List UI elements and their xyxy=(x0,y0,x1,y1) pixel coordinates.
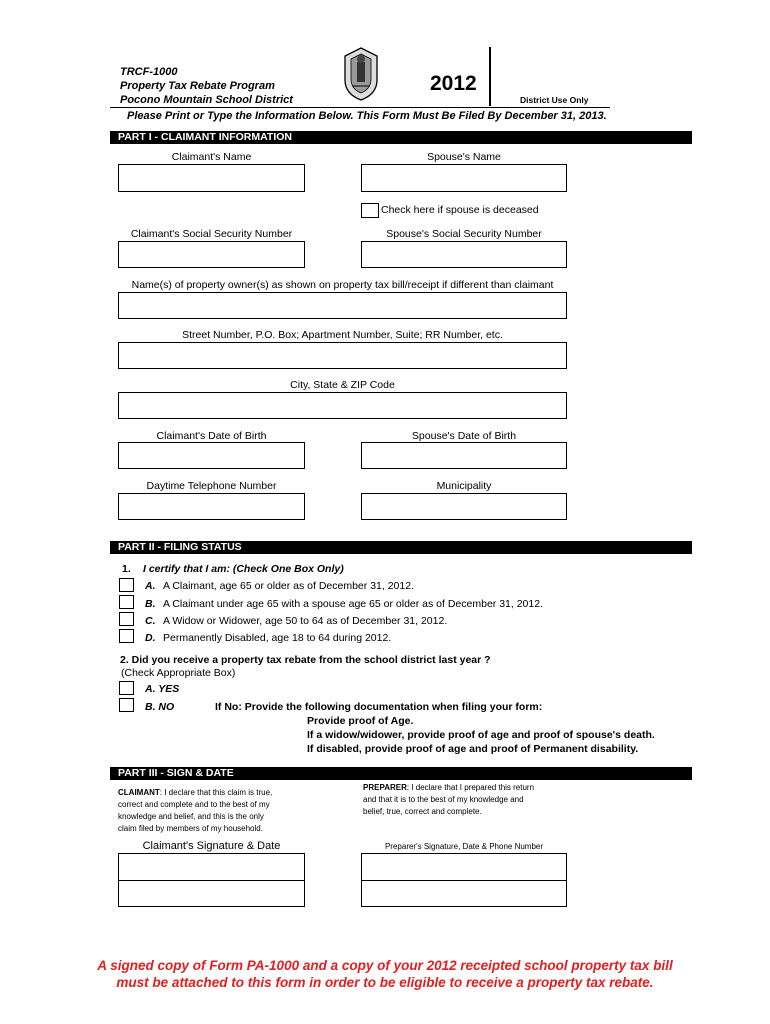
form-code: TRCF-1000 xyxy=(120,66,178,78)
status-d-checkbox[interactable] xyxy=(119,629,134,643)
status-a-checkbox[interactable] xyxy=(119,578,134,592)
status-a-letter: A. xyxy=(145,580,156,592)
city-field[interactable] xyxy=(118,392,567,419)
claimant-ssn-field[interactable] xyxy=(118,241,305,268)
claimant-name-label: Claimant's Name xyxy=(171,151,252,163)
school-crest-icon xyxy=(341,46,381,102)
no-checkbox[interactable] xyxy=(119,698,134,712)
claimant-ssn-label: Claimant's Social Security Number xyxy=(130,228,293,240)
header-rule xyxy=(110,107,610,108)
spouse-dob-field[interactable] xyxy=(361,442,567,469)
claimant-dob-label: Claimant's Date of Birth xyxy=(156,430,267,442)
yes-checkbox[interactable] xyxy=(119,681,134,695)
claimant-signature-label: Claimant's Signature & Date xyxy=(142,840,281,852)
owners-label: Name(s) of property owner(s) as shown on property tax bill/receipt if different than claimant xyxy=(131,279,554,291)
claimant-declaration: CLAIMANT: I declare that this claim is true, correct and complete and to the best of my knowledge and belief, and this is the only claim filed by members of my household. xyxy=(118,788,273,833)
street-label: Street Number, P.O. Box; Apartment Number, Suite; RR Number, etc. xyxy=(182,329,503,341)
municipality-field[interactable] xyxy=(361,493,567,520)
spouse-name-label: Spouse's Name xyxy=(427,151,501,163)
claimant-dob-field[interactable] xyxy=(118,442,305,469)
part2-title: PART II - FILING STATUS xyxy=(110,541,692,554)
no-label: B. NO xyxy=(145,701,175,713)
status-c-text: A Widow or Widower, age 50 to 64 as of December 31, 2012. xyxy=(163,615,448,627)
spouse-ssn-label: Spouse's Social Security Number xyxy=(386,228,542,240)
doc-requirement-widow: If a widow/widower, provide proof of age and proof of spouse's death. xyxy=(307,729,655,741)
owners-field[interactable] xyxy=(118,292,567,319)
claimant-signature-divider xyxy=(118,880,305,881)
municipality-label: Municipality xyxy=(436,480,492,492)
status-b-letter: B. xyxy=(145,598,156,610)
q1-number: 1. xyxy=(122,563,131,575)
preparer-declaration: PREPARER: I declare that I prepared this return and that it is to the best of my knowledge and belief, true, correct and complete. xyxy=(363,783,535,816)
spouse-deceased-checkbox[interactable] xyxy=(361,203,379,218)
yes-label: A. YES xyxy=(145,683,180,695)
part1-title: PART I - CLAIMANT INFORMATION xyxy=(110,131,692,144)
status-c-checkbox[interactable] xyxy=(119,612,134,626)
phone-field[interactable] xyxy=(118,493,305,520)
status-c-letter: C. xyxy=(145,615,156,627)
q2-subtext: (Check Appropriate Box) xyxy=(121,667,236,679)
status-b-checkbox[interactable] xyxy=(119,595,134,609)
status-d-text: Permanently Disabled, age 18 to 64 during 2012. xyxy=(163,632,392,644)
preparer-signature-label: Preparer's Signature, Date & Phone Number xyxy=(384,842,544,851)
spouse-deceased-label: Check here if spouse is deceased xyxy=(381,204,539,216)
district-use-label: District Use Only xyxy=(520,95,589,105)
q2-text: 2. Did you receive a property tax rebate from the school district last year ? xyxy=(120,654,491,666)
attachment-warning-line2: must be attached to this form in order to be eligible to receive a property tax rebate. xyxy=(116,975,654,990)
status-d-letter: D. xyxy=(145,632,156,644)
claimant-name-field[interactable] xyxy=(118,164,305,192)
district-name: Pocono Mountain School District xyxy=(120,94,293,106)
spouse-dob-label: Spouse's Date of Birth xyxy=(411,430,517,442)
status-a-text: A Claimant, age 65 or older as of December 31, 2012. xyxy=(163,580,414,592)
header-divider xyxy=(489,47,491,106)
spouse-name-field[interactable] xyxy=(361,164,567,192)
filing-instruction: Please Print or Type the Information Below. This Form Must Be Filed By December 31, 2013. xyxy=(127,110,607,122)
doc-requirement-disabled: If disabled, provide proof of age and proof of Permanent disability. xyxy=(307,743,639,755)
doc-requirement-age: Provide proof of Age. xyxy=(307,715,414,727)
program-name: Property Tax Rebate Program xyxy=(120,80,275,92)
if-no-instruction: If No: Provide the following documentation when filing your form: xyxy=(215,701,543,713)
attachment-warning-line1: A signed copy of Form PA-1000 and a copy of your 2012 receipted school property tax bill xyxy=(97,958,673,973)
part3-title: PART III - SIGN & DATE xyxy=(110,767,692,780)
status-b-text: A Claimant under age 65 with a spouse age 65 or older as of December 31, 2012. xyxy=(163,598,543,610)
preparer-signature-divider xyxy=(361,880,567,881)
city-label: City, State & ZIP Code xyxy=(290,379,395,391)
street-field[interactable] xyxy=(118,342,567,369)
phone-label: Daytime Telephone Number xyxy=(146,480,277,492)
spouse-ssn-field[interactable] xyxy=(361,241,567,268)
q1-text: I certify that I am: (Check One Box Only) xyxy=(143,563,344,575)
form-year: 2012 xyxy=(430,72,477,95)
